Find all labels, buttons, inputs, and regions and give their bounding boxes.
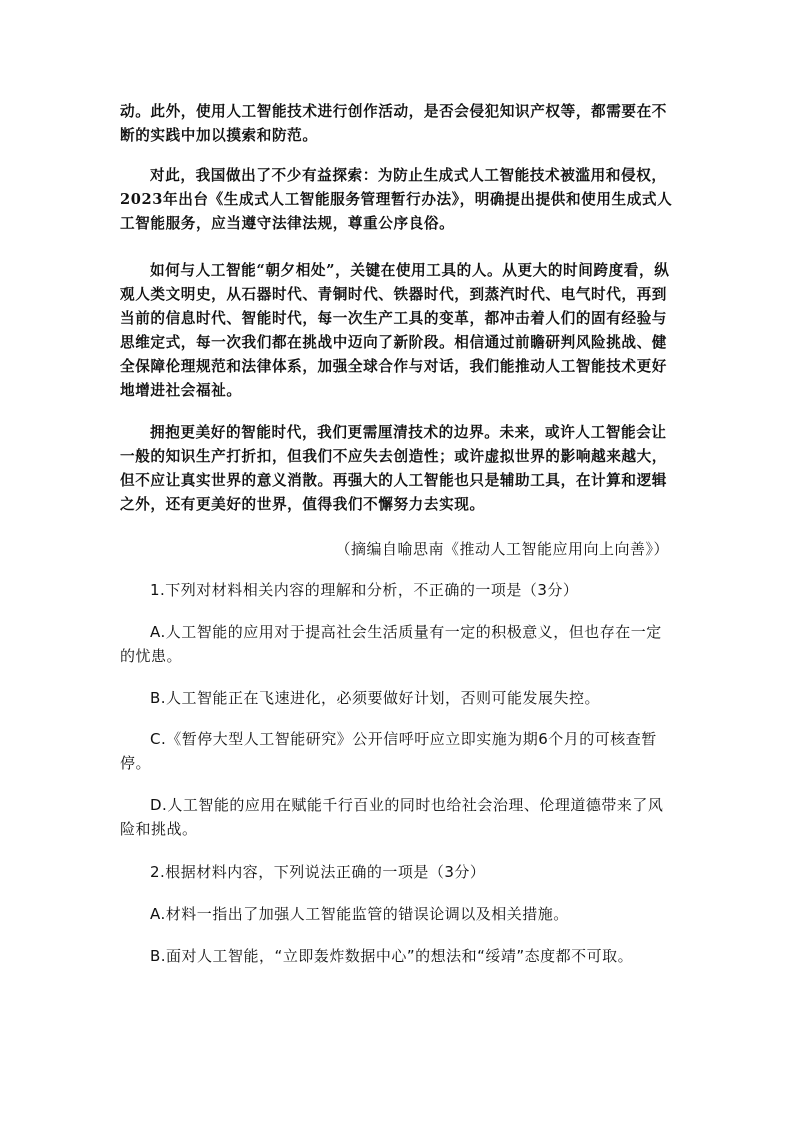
question-2-stem: 2.根据材料内容，下列说法正确的一项是（3分） [150, 863, 486, 881]
question-1-stem: 1.下列对材料相关内容的理解和分析，不正确的一项是（3分） [150, 581, 579, 599]
passage-paragraph-3: 拥抱更美好的智能时代，我们更需厘清技术的边界。未来，或许人工智能会让一般的知识生产打折扣，但我们不应失去创造性；或许虚拟世界的影响越来越大，但不应让真实世界的意义消散。再强大的人工智能也只是辅助工具，在计算和逻辑之外，还有更美好的世界，值得我们不懈努力去实现。 [120, 424, 667, 513]
source-citation: （摘编自喻思南《推动人工智能应用向上向善》） [335, 540, 669, 558]
question-1-option-b: B.人工智能正在飞速进化，必须要做好计划，否则可能发展失控。 [150, 689, 601, 707]
passage-paragraph-1: 对此，我国做出了不少有益探索：为防止生成式人工智能技术被滥用和侵权，2023年出台《生成式人工智能服务管理暂行办法》，明确提出提供和使用生成式人工智能服务，应当遵守法律法规，尊重公序良俗。 [120, 167, 673, 232]
question-1-option-c: C.《暂停大型人工智能研究》公开信呼吁应立即实施为期6个月的可核查暂停。 [120, 730, 657, 772]
question-2-option-b: B.面对人工智能，“立即轰炸数据中心”的想法和“绥靖”态度都不可取。 [150, 947, 634, 965]
question-1-option-a: A.人工智能的应用对于提高社会生活质量有一定的积极意义，但也存在一定的忧患。 [120, 623, 662, 665]
question-2-option-a: A.材料一指出了加强人工智能监管的错误论调以及相关措施。 [150, 905, 569, 923]
question-1-option-d: D.人工智能的应用在赋能千行百业的同时也给社会治理、伦理道德带来了风险和挑战。 [120, 796, 664, 838]
passage-paragraph-2: 如何与人工智能“朝夕相处”，关键在使用工具的人。从更大的时间跨度看，纵观人类文明史，从石器时代、青铜时代、铁器时代，到蒸汽时代、电气时代，再到当前的信息时代、智能时代，每一次生产工具的变革，都冲击着人们的固有经验与思维定式，每一次我们都在挑战中迈向了新阶段。相信通过前瞻研判风险挑战、健全保障伦理规范和法律体系，加强全球合作与对话，我们能推动人工智能技术更好地增进社会福祉。 [120, 262, 670, 399]
passage-paragraph-0: 动。此外，使用人工智能技术进行创作活动，是否会侵犯知识产权等，都需要在不断的实践中加以摸索和防范。 [120, 103, 667, 144]
